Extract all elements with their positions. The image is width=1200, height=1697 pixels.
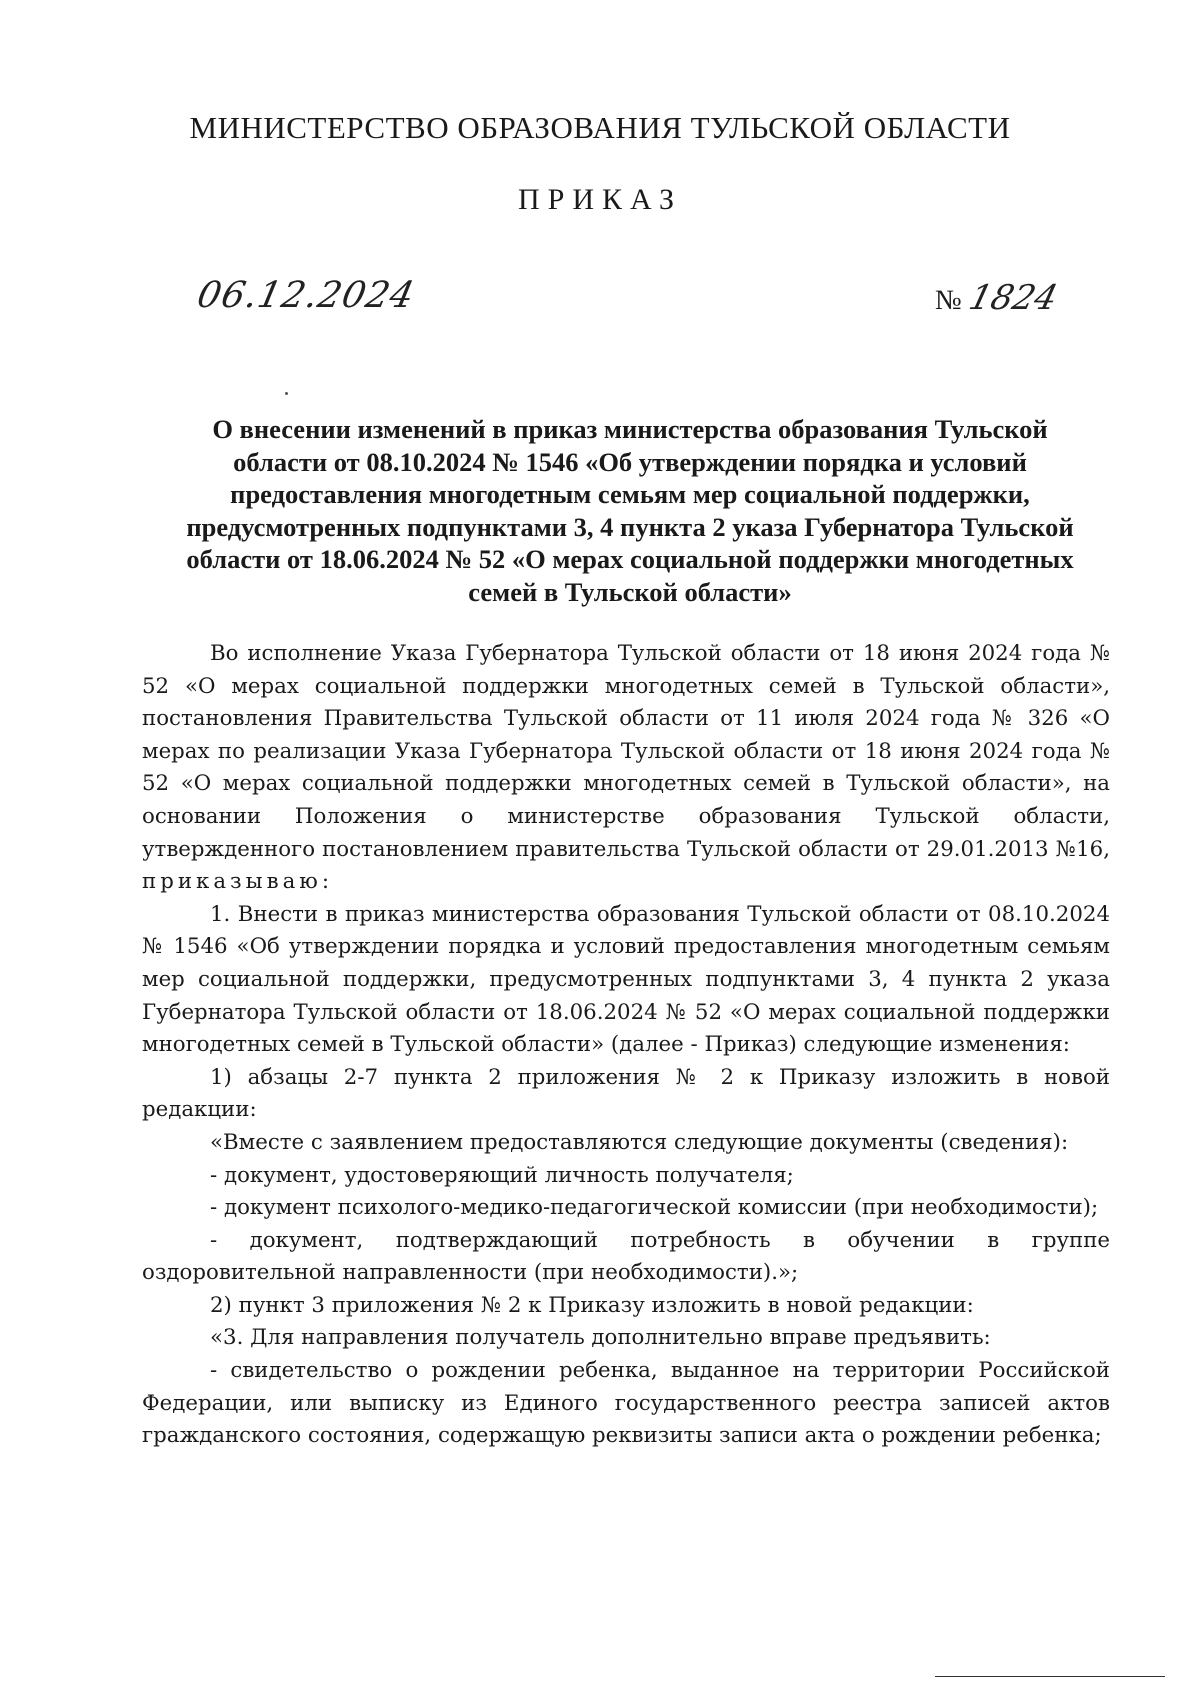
footer-rule [935,1676,1165,1677]
preamble-paragraph [142,638,1110,899]
document-list-item: - документ, удостоверяющий личность получателя; [210,1162,794,1188]
document-number [935,278,1062,318]
document-title [150,413,1110,608]
stray-dot [285,392,288,395]
subitem-1-paragraph: 1) абзацы 2-7 пункта 2 приложения № 2 к Приказу изложить в новой редакции: [142,1064,1110,1123]
handwritten-date: 06.12.2024 [193,275,419,316]
document-list-item: - свидетельство о рождении ребенка, выданное на территории Российской Федерации, или выписку из Единого государственного реестра записей актов гражданского состояния, содержащую реквизиты записи акта о рождении ребенка; [142,1358,1110,1449]
quote-1-paragraph: «Вместе с заявлением предоставляются следующие документы (сведения): [210,1129,1069,1155]
preamble-text: Во исполнение Указа Губернатора Тульской области от 18 июня 2024 года № 52 «О мерах социальной поддержки многодетных семей в Тульской области», постановления Правительства Тульской области от 11 июля 2024 года № 326 «О мерах по реализации Указа Губернатора Тульской области от 18 июня 2024 года № 52 «О мерах социальной поддержки многодетных семей в Тульской области», на основании Положения о министерстве образования Тульской области, утвержденного постановлением правительства Тульской области от 29.01.2013 №16, [142,641,1110,862]
handwritten-number: 1824 [964,278,1062,318]
title-line: семей в Тульской области» [468,576,792,607]
document-type: ПРИКАЗ [518,183,682,216]
document-body [142,638,1110,1453]
title-line: предусмотренных подпунктами 3, 4 пункта 2 указа Губернатора Тульской [186,511,1074,542]
document-list-item: - документ, подтверждающий потребность в обучении в группе оздоровительной направленности (при необходимости).»; [142,1227,1110,1286]
document-list-item: - документ психолого-медико-педагогической комиссии (при необходимости); [210,1195,1099,1221]
title-line: области от 18.06.2024 № 52 «О мерах социальной поддержки многодетных [186,544,1074,574]
item-1-paragraph: 1. Внести в приказ министерства образования Тульской области от 08.10.2024 № 1546 «Об утверждении порядка и условий предоставления многодетным семьям мер социальной поддержки, предусмотренных подпунктами 3, 4 пункта 2 указа Губернатора Тульской области от 18.06.2024 № 52 «О мерах социальной поддержки многодетных семей в Тульской области» (далее - Приказ) следующие изменения: [142,901,1110,1058]
title-line: области от 08.10.2024 № 1546 «Об утверждении порядка и условий [233,446,1027,477]
order-word: приказываю: [142,869,333,895]
number-label: № [935,285,962,316]
title-line: О внесении изменений в приказ министерства образования Тульской [212,414,1048,444]
subitem-2-paragraph: 2) пункт 3 приложения № 2 к Приказу изложить в новой редакции: [210,1292,974,1318]
quote-2-paragraph: «3. Для направления получатель дополнительно вправе предъявить: [210,1325,991,1351]
ministry-name: МИНИСТЕРСТВО ОБРАЗОВАНИЯ ТУЛЬСКОЙ ОБЛАСТИ [189,110,1011,145]
title-line: предоставления многодетным семьям мер социальной поддержки, [230,479,1030,509]
